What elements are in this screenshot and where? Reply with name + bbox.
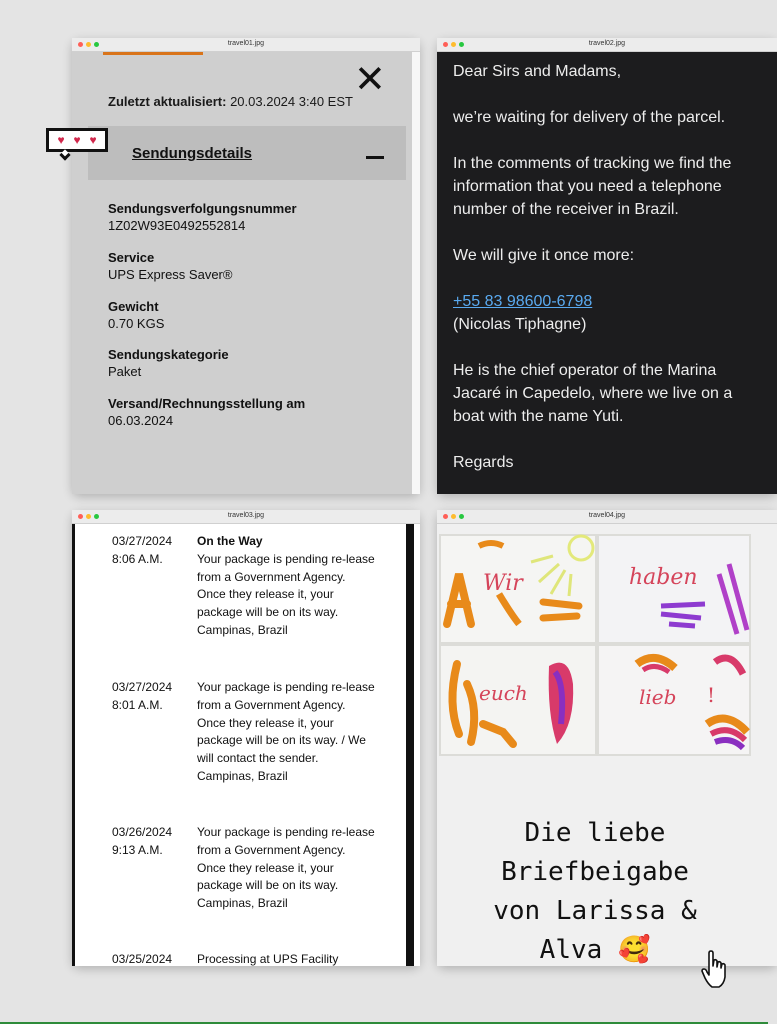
tracking-event bbox=[112, 679, 382, 804]
email-body bbox=[437, 52, 777, 494]
email-greeting: Dear Sirs and Madams, bbox=[453, 63, 622, 80]
word-exclamation: ! bbox=[707, 683, 716, 707]
event-description: Your package is pending re-lease from a Government Agency. Once they release it, your package will be on its way. bbox=[197, 825, 375, 893]
event-status: On the Way bbox=[197, 534, 263, 548]
heart-icon: ♥ bbox=[57, 133, 65, 147]
event-time: 8:06 A.M. bbox=[112, 551, 163, 566]
tracking-event bbox=[112, 824, 382, 934]
weight-field: Gewicht 0.70 KGS bbox=[108, 299, 165, 331]
phone-link[interactable]: +55 83 98600-6798 bbox=[453, 293, 593, 310]
photo-panel bbox=[437, 524, 777, 966]
titlebar[interactable] bbox=[437, 510, 777, 524]
event-description: Your package is pending re-lease from a Government Agency. Once they release it, your package will be on its way. bbox=[197, 551, 375, 620]
last-updated: Zuletzt aktualisiert: 20.03.2024 3:40 EST bbox=[108, 94, 353, 109]
billing-date-field: Versand/Rechnungsstellung am 06.03.2024 bbox=[108, 396, 306, 428]
email-paragraph: In the comments of tracking we find the information that you need a telephone number of the receiver in Brazil. bbox=[453, 155, 732, 218]
window-title: travel04.jpg bbox=[588, 512, 626, 519]
event-description: Your package is pending re-lease from a Government Agency. Once they release it, your package will be on its way. / We will contact the sender. bbox=[197, 680, 375, 766]
collapse-icon[interactable] bbox=[366, 156, 384, 159]
photo-caption: Die liebe Briefbeigabe von Larissa & Alva 🥰 bbox=[493, 818, 697, 965]
heart-icon: ♥ bbox=[73, 133, 81, 147]
titlebar[interactable] bbox=[72, 38, 420, 52]
window-travel02 bbox=[437, 38, 777, 494]
tracking-event bbox=[112, 951, 382, 971]
window-title: travel01.jpg bbox=[227, 40, 265, 47]
event-time: 9:13 A.M. bbox=[112, 842, 163, 857]
heart-icon: ♥ bbox=[89, 133, 97, 147]
event-location: Campinas, Brazil bbox=[197, 622, 288, 637]
email-paragraph: He is the chief operator of the Marina Jacaré in Capedelo, where we live on a boat with the name Yuti. bbox=[453, 362, 733, 425]
scrollbar[interactable] bbox=[406, 524, 414, 966]
category-field: Sendungskategorie Paket bbox=[108, 347, 229, 379]
shipment-details-section-header[interactable] bbox=[88, 126, 406, 180]
window-travel04 bbox=[437, 510, 777, 966]
event-date: 03/27/2024 bbox=[112, 534, 173, 548]
contact-name: (Nicolas Tiphagne) bbox=[453, 316, 587, 333]
tracking-number-field: Sendungsverfolgungsnummer 1Z02W93E0492552814 bbox=[108, 201, 297, 233]
event-location: Campinas, Brazil bbox=[197, 768, 288, 783]
event-location: Campinas, Brazil bbox=[197, 896, 288, 911]
shipment-details-panel bbox=[57, 52, 420, 494]
event-date: 03/26/2024 bbox=[112, 825, 173, 839]
tracking-event bbox=[112, 533, 382, 658]
event-description: Processing at UPS Facility bbox=[197, 952, 339, 966]
event-time: 8:01 A.M. bbox=[112, 697, 163, 712]
window-travel03 bbox=[72, 510, 420, 966]
window-title: travel03.jpg bbox=[227, 512, 265, 519]
titlebar[interactable] bbox=[72, 510, 420, 524]
service-field: Service UPS Express Saver® bbox=[108, 250, 233, 282]
word-euch: euch bbox=[479, 681, 528, 705]
word-haben: haben bbox=[629, 565, 698, 590]
hand-pointer-icon bbox=[700, 950, 730, 990]
tracking-history bbox=[72, 524, 420, 966]
event-date: 03/27/2024 bbox=[112, 680, 173, 694]
section-title: Sendungsdetails bbox=[132, 145, 253, 162]
word-wir: Wir bbox=[483, 571, 523, 596]
titlebar[interactable] bbox=[437, 38, 777, 52]
window-travel01 bbox=[57, 38, 420, 494]
event-date: 03/25/2024 bbox=[112, 952, 173, 966]
email-paragraph: we’re waiting for delivery of the parcel. bbox=[453, 109, 726, 126]
window-title: travel02.jpg bbox=[588, 40, 626, 47]
email-closing: Regards bbox=[453, 454, 514, 471]
active-tab-indicator bbox=[103, 52, 203, 55]
hearts-sticker bbox=[46, 128, 108, 152]
email-paragraph: We will give it once more: bbox=[453, 247, 635, 264]
painted-cards-photo bbox=[439, 534, 751, 756]
scrollbar[interactable] bbox=[412, 52, 420, 494]
close-icon[interactable]: ✕ bbox=[354, 57, 386, 101]
word-lieb: lieb bbox=[639, 685, 677, 709]
